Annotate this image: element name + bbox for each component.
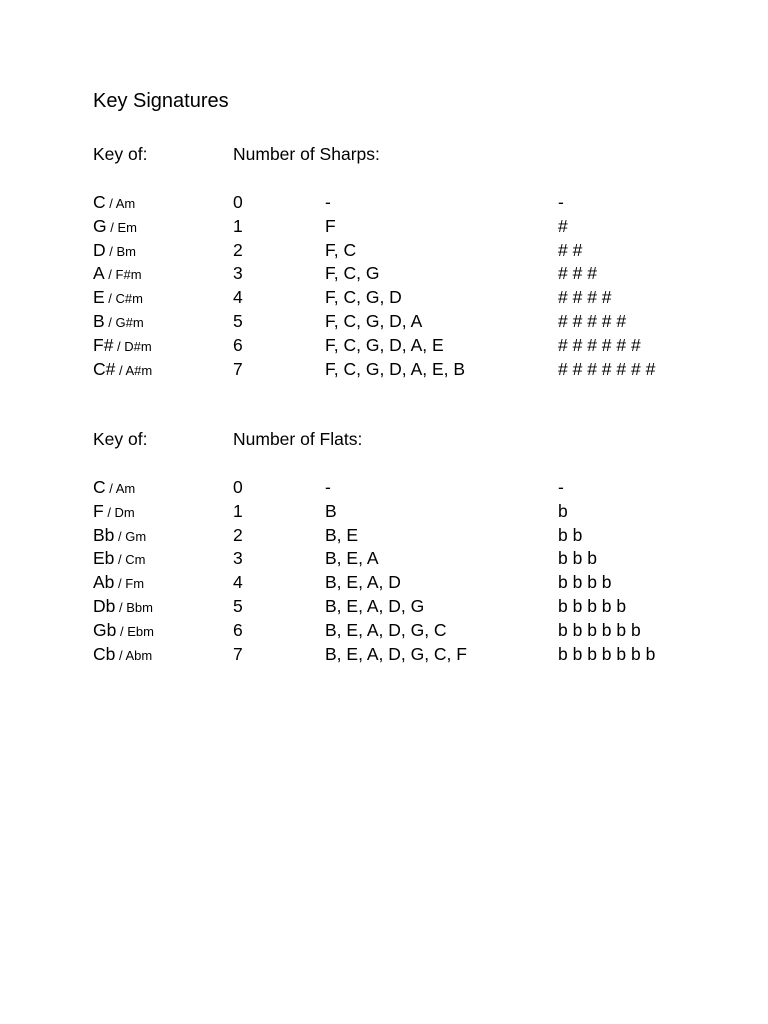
sharps-header-row [93,142,733,166]
major-key: Gb [93,619,117,640]
sharp-symbols: # # # # # # [558,334,641,355]
major-key: Eb [93,548,115,569]
key-name: E / C#m [93,287,143,308]
flat-key-row [93,594,733,618]
major-key: G [93,215,107,236]
flat-symbols: b [558,500,568,521]
flat-symbols: b b b b b b b [558,643,656,664]
page-title: Key Signatures [93,90,229,112]
sharp-key-row [93,285,733,309]
key-name: C / Am [93,477,136,497]
key-name: D / Bm [93,239,136,260]
major-key: E [93,287,105,308]
major-key: C [93,477,106,497]
major-key: D [93,239,106,260]
sharp-notes: F, C, G, D [325,287,402,308]
relative-minor-key: Cm [125,552,146,568]
flat-symbols: b b b b b [558,595,627,616]
sharp-count: 4 [233,287,243,308]
flat-symbols: b b [558,524,583,545]
sharp-symbols: # # [558,239,583,260]
sharp-symbols: # # # [558,263,597,284]
sharp-notes: F [325,215,336,236]
relative-minor-key: Em [117,219,137,235]
relative-minor-key: Bbm [126,599,153,615]
flat-key-row [93,642,733,666]
major-key: Cb [93,643,116,664]
major-key: C# [93,358,116,379]
flat-key-row [93,475,733,499]
flat-key-row [93,570,733,594]
flat-notes: B, E [325,524,359,545]
sharp-key-row [93,309,733,333]
sharp-key-row [93,238,733,262]
sharp-count: 0 [233,192,243,212]
key-name: F# / D#m [93,334,152,355]
key-name: F / Dm [93,500,135,521]
major-key: C [93,192,106,212]
flat-notes: B [325,500,337,521]
relative-minor-key: Bm [116,243,136,259]
key-name: G / Em [93,215,137,236]
sharp-symbols: # [558,215,568,236]
relative-minor-key: G#m [115,314,144,330]
key-name: Eb / Cm [93,548,146,569]
relative-minor-key: Ebm [127,623,154,639]
relative-minor-key: Fm [125,576,145,592]
sharps-table [93,190,733,380]
major-key: Ab [93,572,115,593]
relative-minor-key: A#m [125,362,153,378]
major-key: A [93,263,105,284]
flat-count: 1 [233,500,243,521]
sharp-notes: F, C, G, D, A, E, B [325,358,466,379]
sharp-notes: F, C [325,239,357,260]
major-key: Bb [93,524,115,545]
sharp-symbols: # # # # [558,287,612,308]
sharp-count: 3 [233,263,243,284]
sharp-key-row [93,357,733,381]
relative-minor-key: F#m [115,267,142,283]
flat-symbols: b b b b b b [558,619,641,640]
key-name: B / G#m [93,310,144,331]
major-key: Db [93,595,116,616]
flat-key-row [93,499,733,523]
major-key: F [93,500,104,521]
flat-count: 2 [233,524,243,545]
key-name: Bb / Gm [93,524,147,545]
relative-minor-key: Dm [114,504,135,520]
sharp-notes: F, C, G, D, A [325,310,423,331]
key-name: C / Am [93,192,136,212]
flat-count: 4 [233,572,243,593]
flat-key-row [93,523,733,547]
relative-minor-key: D#m [124,338,152,354]
number-of-flats-header: Number of Flats: [233,429,363,449]
key-name: Db / Bbm [93,595,153,616]
flat-symbols: b b b b [558,572,612,593]
sharp-count: 5 [233,310,243,331]
flat-key-row [93,546,733,570]
flat-symbols: b b b [558,548,597,569]
major-key: F# [93,334,114,355]
flat-notes: B, E, A, D [325,572,401,593]
relative-minor-key: Gm [125,528,147,544]
key-name: Ab / Fm [93,572,145,593]
sharp-notes: F, C, G [325,263,380,284]
flat-count: 3 [233,548,243,569]
flat-notes: B, E, A, D, G, C, F [325,643,467,664]
key-name: Cb / Abm [93,643,153,664]
flat-key-row [93,618,733,642]
flat-notes: - [325,477,331,497]
sharp-count: 1 [233,215,243,236]
sharp-count: 6 [233,334,243,355]
flat-symbols: - [558,477,564,497]
flat-count: 5 [233,595,243,616]
relative-minor-key: Am [115,196,136,211]
flats-header-row [93,427,733,451]
sharps-section [93,142,733,380]
key-name: Gb / Ebm [93,619,154,640]
flat-count: 0 [233,477,243,497]
relative-minor-key: Am [115,481,136,496]
flats-section [93,427,733,665]
flat-notes: B, E, A [325,548,379,569]
major-key: B [93,310,105,331]
sharp-notes: F, C, G, D, A, E [325,334,444,355]
sharp-notes: - [325,192,331,212]
key-of-header: Key of: [93,144,148,164]
key-name: A / F#m [93,263,142,284]
key-name: C# / A#m [93,358,153,379]
sharp-symbols: # # # # # # # [558,358,656,379]
flat-count: 7 [233,643,243,664]
flat-notes: B, E, A, D, G, C [325,619,447,640]
key-of-header: Key of: [93,429,148,449]
relative-minor-key: C#m [115,291,143,307]
sharp-key-row [93,190,733,214]
sharp-key-row [93,261,733,285]
flat-count: 6 [233,619,243,640]
sharp-count: 7 [233,358,243,379]
sharp-key-row [93,214,733,238]
relative-minor-key: Abm [125,647,153,663]
sharp-key-row [93,333,733,357]
sharp-symbols: # # # # # [558,310,627,331]
number-of-sharps-header: Number of Sharps: [233,144,380,164]
sharp-symbols: - [558,192,564,212]
sharp-count: 2 [233,239,243,260]
flat-notes: B, E, A, D, G [325,595,425,616]
flats-table [93,475,733,665]
